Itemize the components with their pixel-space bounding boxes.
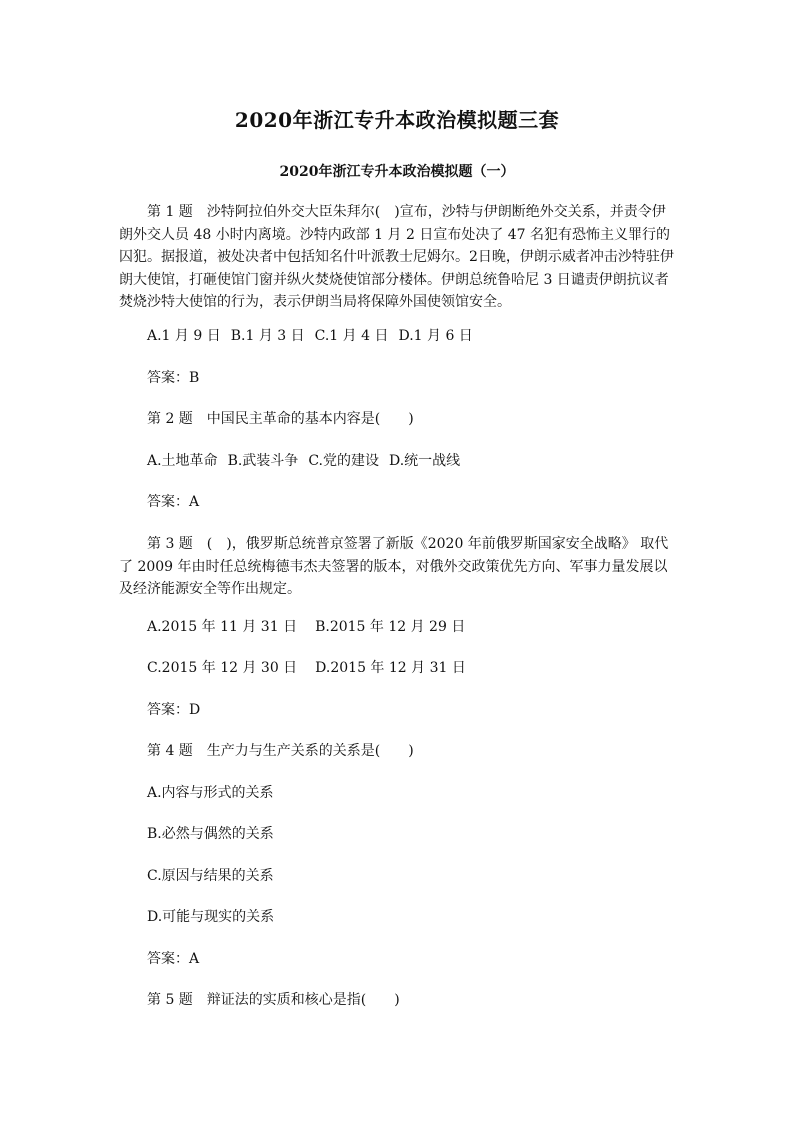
- question-4-text: 第 4 题 生产力与生产关系的关系是( ): [147, 743, 414, 759]
- question-4-option-b: B.必然与偶然的关系: [147, 826, 274, 842]
- document-subtitle: 2020年浙江专升本政治模拟题（一）: [279, 164, 515, 180]
- question-3-answer: 答案：D: [147, 702, 201, 718]
- question-4-option-c: C.原因与结果的关系: [147, 868, 274, 884]
- question-3-option-a: A.2015 年 11 月 31 日: [147, 619, 298, 635]
- question-4-answer: 答案：A: [147, 951, 200, 967]
- question-2-answer: 答案：A: [147, 494, 200, 510]
- question-1-answer: 答案：B: [147, 370, 200, 386]
- question-5-text: 第 5 题 辩证法的实质和核心是指( ): [147, 992, 400, 1008]
- question-1-option-a: A.1 月 9 日: [147, 328, 221, 344]
- question-4-option-a: A.内容与形式的关系: [147, 785, 274, 801]
- question-2-option-c: C.党的建设: [308, 453, 379, 469]
- question-2-text: 第 2 题 中国民主革命的基本内容是( ): [147, 411, 414, 427]
- question-4-option-d: D.可能与现实的关系: [147, 909, 275, 925]
- question-3-option-c: C.2015 年 12 月 30 日: [147, 660, 298, 676]
- question-3-option-b: B.2015 年 12 月 29 日: [315, 619, 466, 635]
- question-3-text: 第 3 题 ( )，俄罗斯总统普京签署了新版《2020 年前俄罗斯国家安全战略》 取代了 2009 年由时任总统梅德韦杰夫签署的版本，对俄外交政策优先方向、军事力量发展以及经济能源安全等作出规定。: [119, 536, 669, 597]
- question-1-options: [147, 326, 483, 346]
- question-3-options-row-1: [147, 617, 483, 637]
- question-2-option-d: D.统一战线: [388, 453, 461, 469]
- question-3-option-d: D.2015 年 12 月 31 日: [315, 660, 466, 676]
- question-2-option-b: B.武装斗争: [227, 453, 299, 469]
- question-1-option-d: D.1 月 6 日: [398, 328, 473, 344]
- question-2-options: [147, 451, 470, 471]
- question-3-options-row-2: [147, 658, 484, 678]
- question-2-option-a: A.土地革命: [147, 453, 218, 469]
- question-1-option-b: B.1 月 3 日: [230, 328, 305, 344]
- question-1-text: 第 1 题 沙特阿拉伯外交大臣朱拜尔( )宣布，沙特与伊朗断绝外交关系，并责令伊朗外交人员 48 小时内离境。沙特内政部 1 月 2 日宣布处决了 47 名犯有恐怖主义罪行的囚犯。据报道，被处决者中包括知名什叶派教士尼姆尔。2日晚，伊朗示威者冲击沙特驻伊朗大使馆，打砸使馆门窗并纵火焚烧使馆部分楼体。伊朗总统鲁哈尼 3 日谴责伊朗抗议者焚烧沙特大使馆的行为，表示伊朗当局将保障外国使领馆安全。: [119, 204, 674, 310]
- question-1-option-c: C.1 月 4 日: [314, 328, 389, 344]
- document-title: 2020年浙江专升本政治模拟题三套: [234, 108, 560, 132]
